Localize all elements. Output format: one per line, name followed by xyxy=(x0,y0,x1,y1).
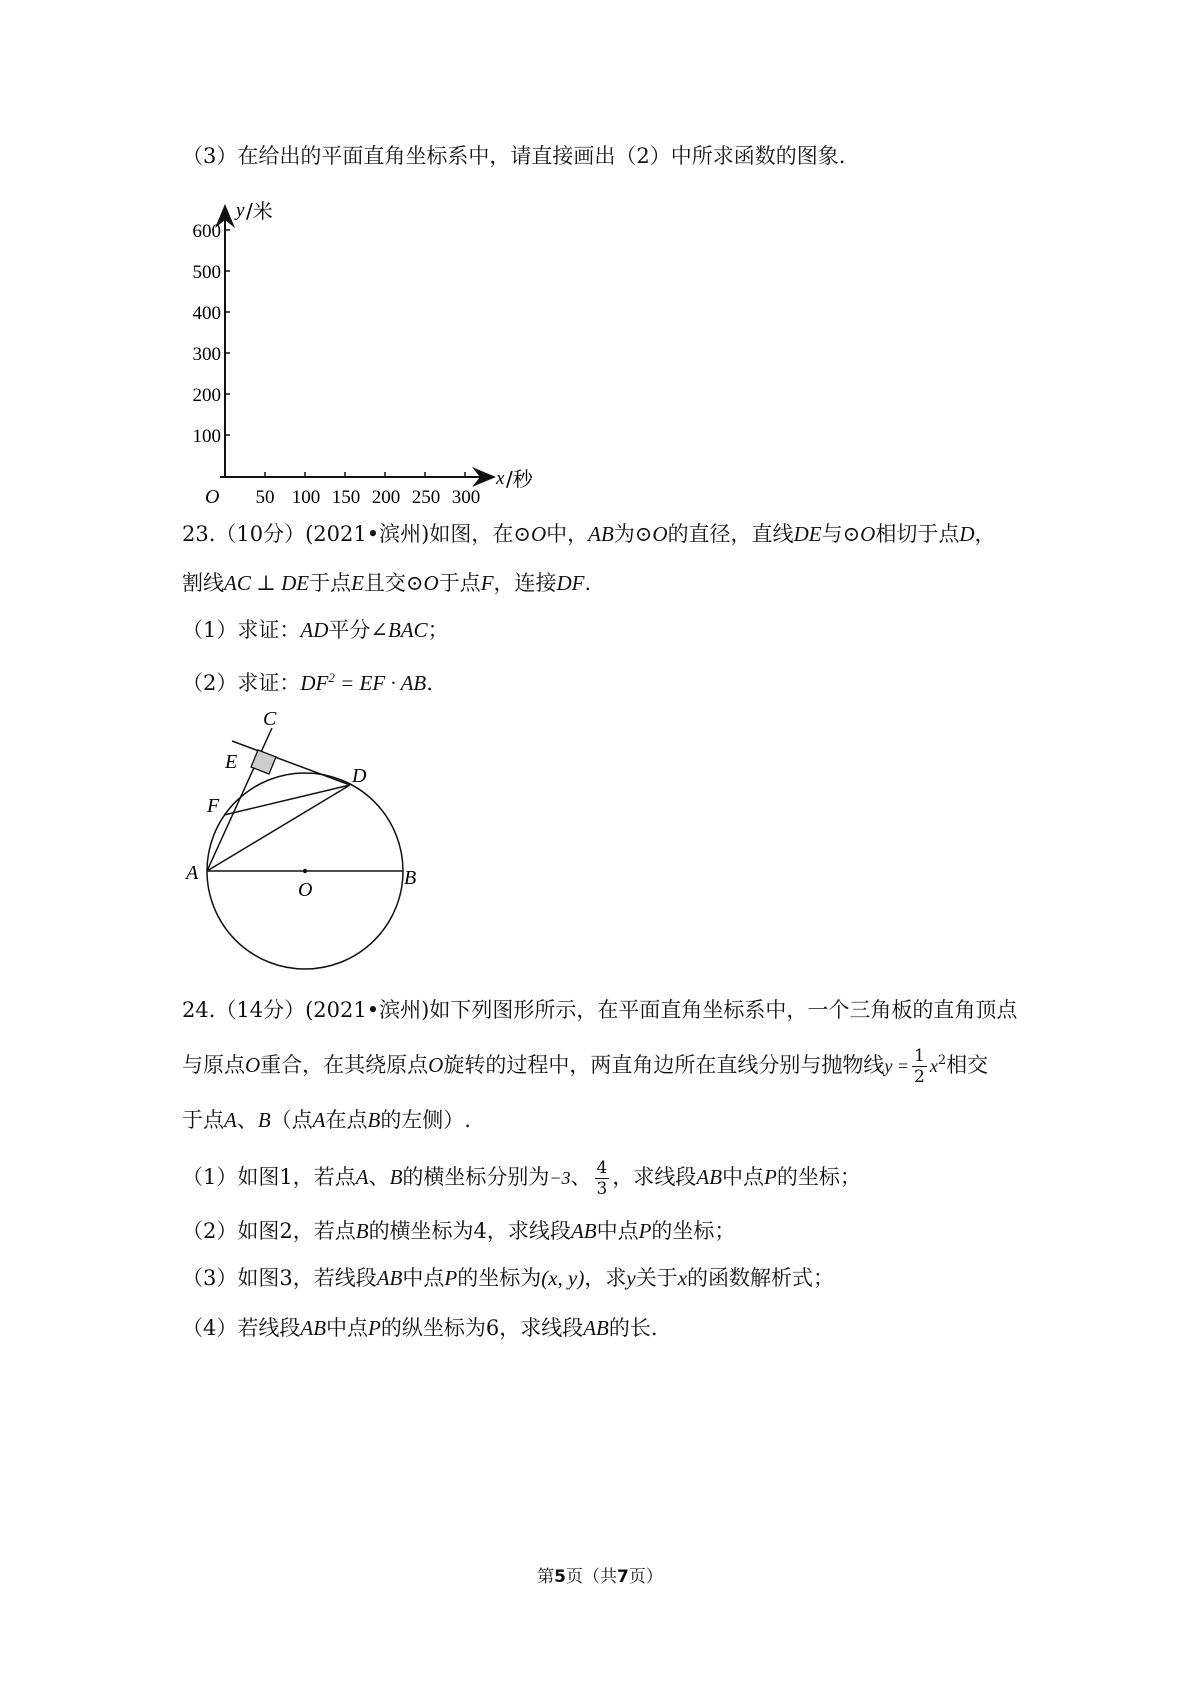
fraction-one-half: $\frac{1}{2}$ xyxy=(913,1046,925,1087)
label-a: A xyxy=(186,862,199,884)
y-tick-label: 400 xyxy=(192,303,221,324)
q24-line3: 于点A、B（点A在点B的左侧）. xyxy=(182,1108,471,1132)
x-tick-label: 50 xyxy=(255,487,275,508)
y-tick-label: 200 xyxy=(192,385,221,406)
q23-line1: 23.（10分）(2021•滨州)如图，在⊙O中，AB为⊙O的直径，直线DE与⊙O相切于点D， xyxy=(182,522,996,546)
q24-part4: （4）若线段AB中点P的纵坐标为6，求线段AB的长. xyxy=(182,1316,658,1340)
q23-line2: 割线AC ⊥ DE于点E且交⊙O于点F，连接DF. xyxy=(182,571,592,595)
label-b: B xyxy=(404,867,417,889)
x-tick-label: 150 xyxy=(331,487,361,508)
circle-symbol: ⊙ xyxy=(513,522,531,546)
y-tick-label: 100 xyxy=(192,426,221,447)
center-point xyxy=(303,869,307,873)
y-tick-label: 300 xyxy=(192,344,221,365)
x-tick-label: 100 xyxy=(291,487,321,508)
q22-part3-text: （3）在给出的平面直角坐标系中，请直接画出（2）中所求函数的图象. xyxy=(182,144,846,168)
y-axis-var: y xyxy=(236,200,245,221)
x-tick-label: 250 xyxy=(411,487,441,508)
label-c: C xyxy=(263,708,277,730)
x-tick-label: 300 xyxy=(451,487,481,508)
line-ad xyxy=(207,785,350,871)
label-e: E xyxy=(225,751,238,773)
fraction-four-thirds: $\frac{4}{3}$ xyxy=(596,1158,608,1199)
y-tick-label: 600 xyxy=(192,221,221,242)
q23-part1: （1）求证：AD平分∠BAC； xyxy=(182,618,449,642)
page-total: 7 xyxy=(617,1567,629,1587)
q23-part2: （2）求证：$DF^2$ = EF · AB. xyxy=(182,670,433,695)
page-number: 5 xyxy=(554,1567,566,1587)
x-tick-label: 200 xyxy=(371,487,401,508)
x-axis-var: x xyxy=(496,468,505,489)
q24-part3: （3）如图3，若线段AB中点P的坐标为(x, y)，求y关于x的函数解析式； xyxy=(182,1266,835,1290)
right-angle-mark xyxy=(251,750,276,774)
coordinate-graph xyxy=(175,190,533,520)
circle-figure xyxy=(180,710,440,980)
page-footer: 第5页（共7页） xyxy=(537,1567,663,1587)
y-axis-unit: /米 xyxy=(246,199,273,223)
label-d: D xyxy=(352,765,367,787)
origin-label: O xyxy=(205,486,220,508)
y-tick-label: 500 xyxy=(192,262,221,283)
label-f: F xyxy=(207,795,220,817)
q24-part1: （1）如图1，若点A、B的横坐标分别为−3、 $\frac{4}{3}$ ，求线段AB中点P的坐标； xyxy=(182,1158,861,1199)
q24-part2: （2）如图2，若点B的横坐标为4，求线段AB中点P的坐标； xyxy=(182,1219,736,1243)
line-fd xyxy=(224,785,350,815)
q24-line2: 与原点O重合，在其绕原点O旋转的过程中，两直角边所在直线分别与抛物线y = $\frac{1}{2}$ $x^2$相交 xyxy=(182,1046,989,1087)
label-o: O xyxy=(298,879,313,901)
q24-line1: 24.（14分）(2021•滨州)如下列图形所示，在平面直角坐标系中，一个三角板的直角顶点 xyxy=(182,998,1018,1022)
x-axis-unit: /秒 xyxy=(506,467,533,491)
